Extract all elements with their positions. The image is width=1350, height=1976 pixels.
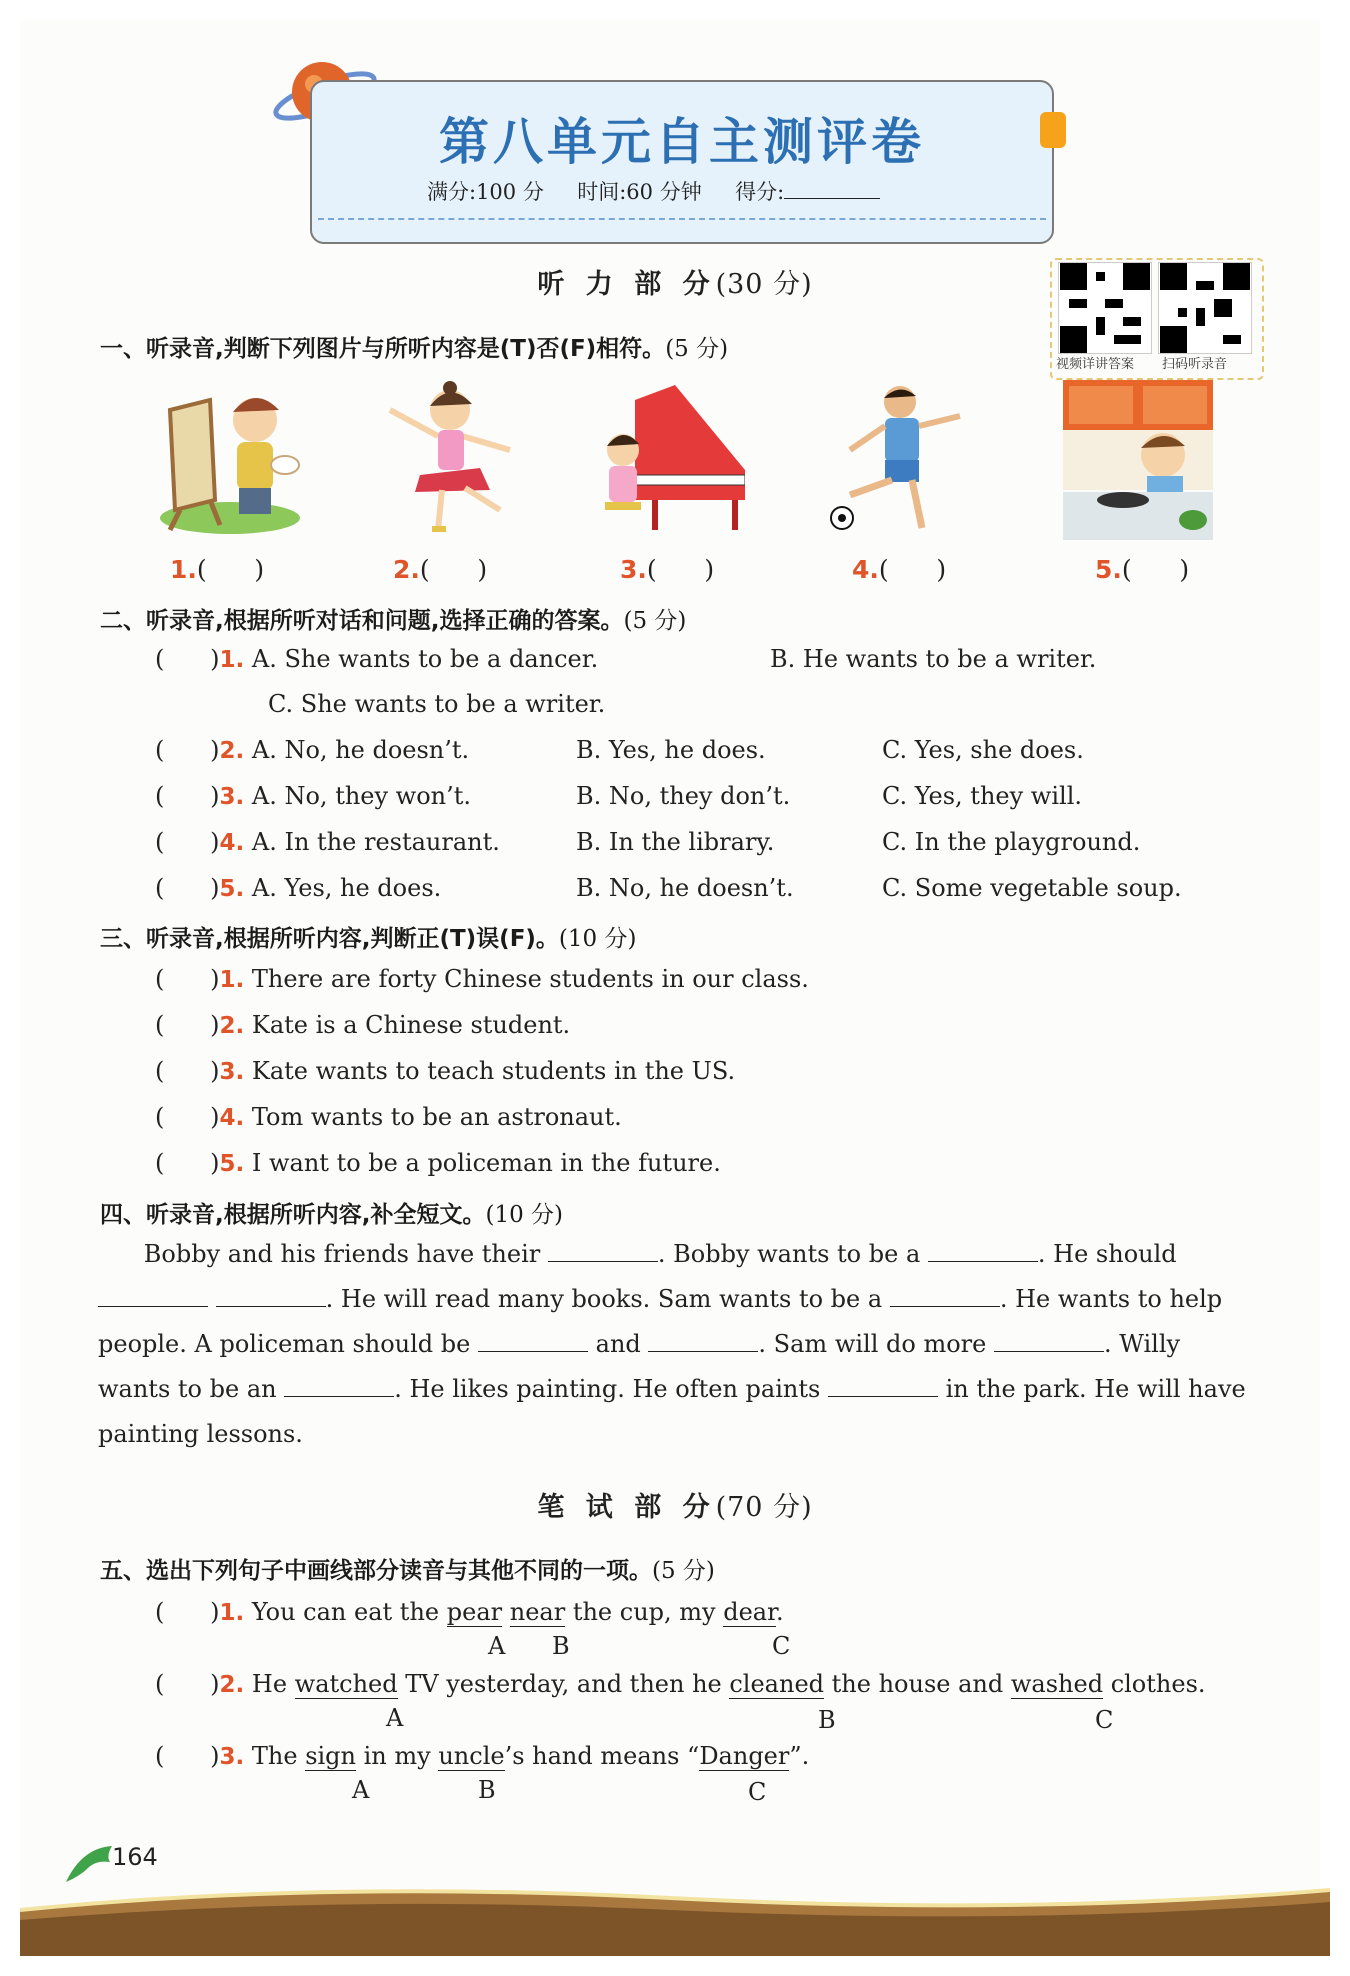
listening-heading: 听 力 部 分(30 分) xyxy=(537,269,813,300)
blank-input[interactable] xyxy=(994,1331,1104,1352)
q2-item-2[interactable]: ( )2. A. No, he doesn’t. xyxy=(155,736,470,764)
q2-item-1-b: B. He wants to be a writer. xyxy=(770,645,1097,673)
blank-input[interactable] xyxy=(478,1331,588,1352)
q3-item-1[interactable]: ( )1. There are forty Chinese students in our class. xyxy=(155,965,809,993)
q2-item-5-b: B. No, he doesn’t. xyxy=(576,874,794,902)
option-letter: B xyxy=(818,1706,836,1734)
blank-input[interactable] xyxy=(284,1376,394,1397)
q3-item-4[interactable]: ( )4. Tom wants to be an astronaut. xyxy=(155,1103,622,1131)
title-banner xyxy=(310,80,1054,244)
picture-3-answer[interactable]: 3.( ) xyxy=(620,555,715,584)
option-letter: A xyxy=(488,1632,506,1660)
q5-item-2[interactable]: ( )2. He watched TV yesterday, and then he cleaned the house and washed clothes. xyxy=(155,1670,1206,1698)
blank-input[interactable] xyxy=(890,1286,1000,1307)
q2-item-4-c: C. In the playground. xyxy=(882,828,1141,856)
q2-item-2-c: C. Yes, she does. xyxy=(882,736,1084,764)
q2-item-3[interactable]: ( )3. A. No, they won’t. xyxy=(155,782,472,810)
q2-title: 二、听录音,根据所听对话和问题,选择正确的答案。(5 分) xyxy=(100,608,687,634)
option-letter: C xyxy=(1095,1706,1114,1734)
blank-input[interactable] xyxy=(928,1241,1038,1262)
q5-item-3[interactable]: ( )3. The sign in my uncle’s hand means “Danger”. xyxy=(155,1742,810,1770)
option-letter: B xyxy=(478,1776,496,1804)
q2-item-4-b: B. In the library. xyxy=(576,828,775,856)
option-letter: C xyxy=(772,1632,791,1660)
q3-item-5[interactable]: ( )5. I want to be a policeman in the future. xyxy=(155,1149,721,1177)
q2-item-5[interactable]: ( )5. A. Yes, he does. xyxy=(155,874,442,902)
q3-item-3[interactable]: ( )3. Kate wants to teach students in the US. xyxy=(155,1057,736,1085)
option-letter: A xyxy=(352,1776,370,1804)
painter-illustration xyxy=(155,380,305,540)
q4-passage: Bobby and his friends have their . Bobby wants to be a . He should . He will read many books. Sam wants to be a . He wants to help people. A policeman should be and . Sam will do more . Willy wants to be an . He likes painting. He often paints in the park. He will have painting lessons. xyxy=(98,1240,1246,1448)
q5-item-1[interactable]: ( )1. You can eat the pear near the cup, my dear. xyxy=(155,1598,784,1626)
option-letter: C xyxy=(748,1778,767,1806)
tab-decoration xyxy=(1040,112,1066,148)
full-score: 满分:100 分 xyxy=(427,180,544,204)
picture-4-answer[interactable]: 4.( ) xyxy=(852,555,947,584)
time-limit: 时间:60 分钟 xyxy=(577,180,702,204)
picture-2-answer[interactable]: 2.( ) xyxy=(393,555,488,584)
q2-item-3-b: B. No, they don’t. xyxy=(576,782,791,810)
blank-input[interactable] xyxy=(98,1286,208,1307)
header-meta xyxy=(427,176,880,206)
piano-illustration xyxy=(595,380,745,540)
qr-label-audio: 扫码听录音 xyxy=(1162,357,1228,372)
option-letter: A xyxy=(386,1704,404,1732)
q3-title: 三、听录音,根据所听内容,判断正(T)误(F)。(10 分) xyxy=(100,926,637,952)
page-title: 第八单元自主测评卷 xyxy=(439,113,925,171)
dancer-illustration xyxy=(380,380,530,540)
picture-5-answer[interactable]: 5.( ) xyxy=(1095,555,1190,584)
blank-input[interactable] xyxy=(828,1376,938,1397)
score-label: 得分: xyxy=(735,180,785,204)
q2-item-5-c: C. Some vegetable soup. xyxy=(882,874,1182,902)
q3-item-2[interactable]: ( )2. Kate is a Chinese student. xyxy=(155,1011,571,1039)
cooking-boy-illustration xyxy=(1063,380,1213,540)
q5-title: 五、选出下列句子中画线部分读音与其他不同的一项。(5 分) xyxy=(100,1558,715,1584)
q4-title: 四、听录音,根据所听内容,补全短文。(10 分) xyxy=(100,1202,564,1228)
q2-item-4[interactable]: ( )4. A. In the restaurant. xyxy=(155,828,500,856)
blank-input[interactable] xyxy=(216,1286,326,1307)
q2-item-3-c: C. Yes, they will. xyxy=(882,782,1082,810)
q2-item-1-c: C. She wants to be a writer. xyxy=(268,690,606,718)
ground-decoration xyxy=(20,1880,1330,1956)
blank-input[interactable] xyxy=(648,1331,758,1352)
q1-title: 一、听录音,判断下列图片与所听内容是(T)否(F)相符。(5 分) xyxy=(100,336,729,362)
writing-heading: 笔 试 部 分(70 分) xyxy=(537,1492,813,1523)
q2-item-2-b: B. Yes, he does. xyxy=(576,736,766,764)
blank-input[interactable] xyxy=(548,1241,658,1262)
q2-item-1[interactable]: ( )1. A. She wants to be a dancer. xyxy=(155,645,599,673)
option-letter: B xyxy=(552,1632,570,1660)
football-player-illustration xyxy=(830,380,980,540)
page-number: 164 xyxy=(112,1843,158,1871)
qr-label-answers: 视频详讲答案 xyxy=(1056,357,1135,372)
picture-1-answer[interactable]: 1.( ) xyxy=(170,555,265,584)
